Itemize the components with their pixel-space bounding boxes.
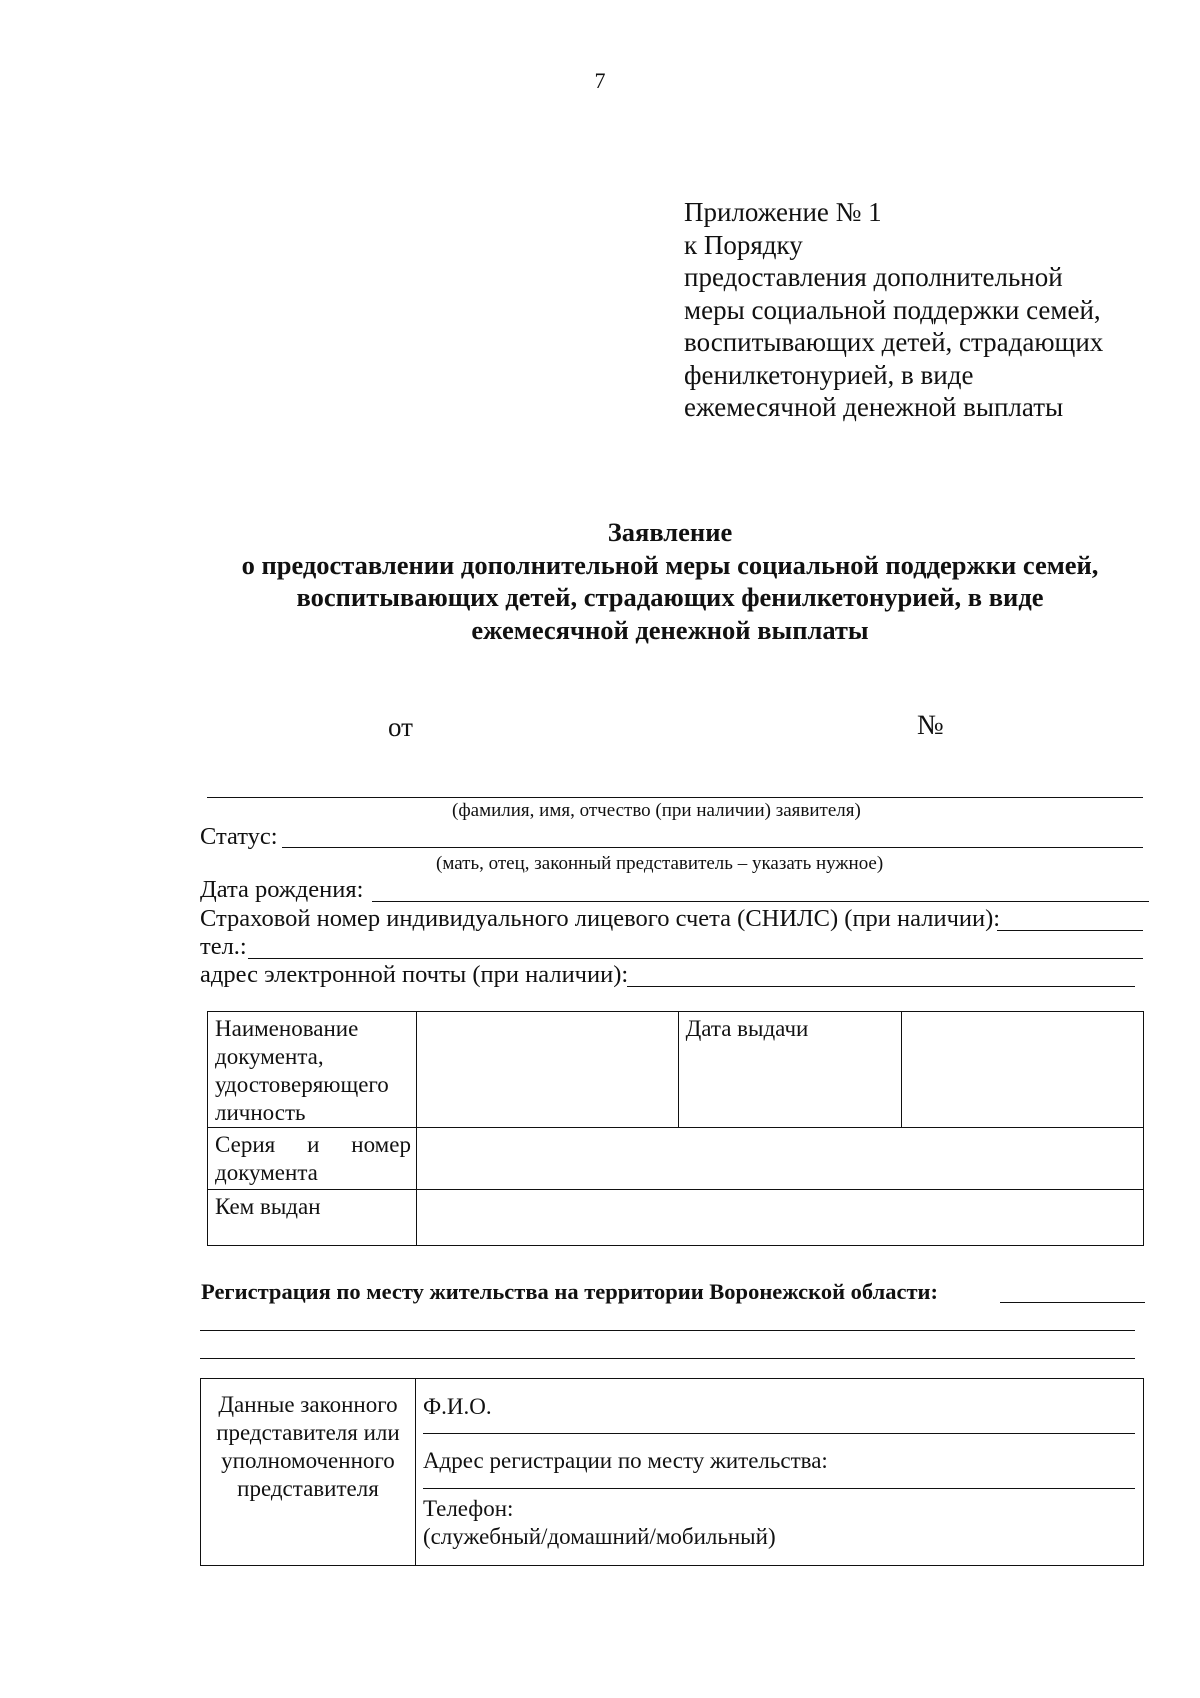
- phone-label: тел.:: [200, 933, 247, 960]
- appendix-line: фенилкетонурией, в виде: [684, 359, 974, 390]
- document-title: [150, 516, 1190, 646]
- registration-field[interactable]: [1000, 1302, 1145, 1303]
- issue-date-cell[interactable]: [902, 1012, 1144, 1128]
- doc-name-label: Наименование документа, удостоверяющего личность: [208, 1012, 417, 1128]
- rep-phone-field[interactable]: [416, 1489, 1143, 1551]
- appendix-line: воспитывающих детей, страдающих: [684, 327, 1104, 357]
- number-label: №: [917, 710, 944, 741]
- rep-phone-label: Телефон:: [422, 1496, 514, 1521]
- rep-address-field[interactable]: [416, 1435, 1143, 1489]
- birth-date-label: Дата рождения:: [200, 876, 364, 903]
- title-line: Заявление: [607, 517, 733, 547]
- representative-data-cell: [415, 1379, 1143, 1566]
- phone-field[interactable]: [248, 958, 1143, 959]
- registration-line-3[interactable]: [200, 1358, 1135, 1359]
- issued-by-label: Кем выдан: [208, 1190, 417, 1246]
- snils-field[interactable]: [997, 930, 1143, 931]
- page-number: 7: [594, 68, 606, 93]
- doc-name-cell[interactable]: [416, 1012, 678, 1128]
- appendix-line: Приложение № 1: [684, 197, 882, 227]
- rep-phone-hint: (служебный/домашний/мобильный): [422, 1524, 776, 1549]
- issued-by-cell[interactable]: [416, 1190, 1143, 1246]
- from-label: от: [388, 712, 413, 742]
- identity-document-table: [207, 1011, 1144, 1246]
- representative-table: [200, 1378, 1144, 1566]
- registration-label: Регистрация по месту жительства на территории Воронежской области:: [201, 1279, 938, 1304]
- rep-fio-field[interactable]: [416, 1379, 1143, 1435]
- appendix-line: предоставления дополнительной: [684, 262, 1063, 292]
- appendix-line: к Порядку: [684, 229, 803, 260]
- appendix-line: меры социальной поддержки семей,: [684, 294, 1101, 325]
- appendix-block: [684, 196, 1144, 424]
- rep-fio-label: Ф.И.О.: [422, 1394, 492, 1419]
- issue-date-label: Дата выдачи: [678, 1012, 902, 1128]
- series-number-cell[interactable]: [416, 1128, 1143, 1190]
- applicant-name-hint: (фамилия, имя, отчество (при наличии) заявителя): [452, 800, 861, 821]
- status-field[interactable]: [282, 847, 1143, 848]
- email-label: адрес электронной почты (при наличии):: [200, 961, 629, 988]
- registration-line-2[interactable]: [200, 1330, 1135, 1331]
- applicant-name-field[interactable]: [207, 797, 1143, 798]
- rep-address-label: Адрес регистрации по месту жительства:: [422, 1448, 828, 1473]
- birth-date-field[interactable]: [372, 901, 1149, 902]
- representative-label: Данные законного представителя или уполномоченного представителя: [201, 1379, 416, 1566]
- appendix-line: ежемесячной денежной выплаты: [684, 392, 1064, 422]
- snils-label: Страховой номер индивидуального лицевого счета (СНИЛС) (при наличии):: [200, 905, 1001, 932]
- status-hint: (мать, отец, законный представитель – указать нужное): [436, 853, 884, 874]
- title-line: воспитывающих детей, страдающих фенилкетонурией, в виде: [296, 582, 1044, 612]
- rep-fio-line: [423, 1433, 1135, 1434]
- title-line: о предоставлении дополнительной меры социальной поддержки семей,: [241, 549, 1099, 580]
- series-number-label: Серия и номер документа: [208, 1128, 417, 1190]
- email-field[interactable]: [627, 986, 1135, 987]
- status-label: Статус:: [200, 823, 278, 850]
- title-line: ежемесячной денежной выплаты: [471, 614, 869, 645]
